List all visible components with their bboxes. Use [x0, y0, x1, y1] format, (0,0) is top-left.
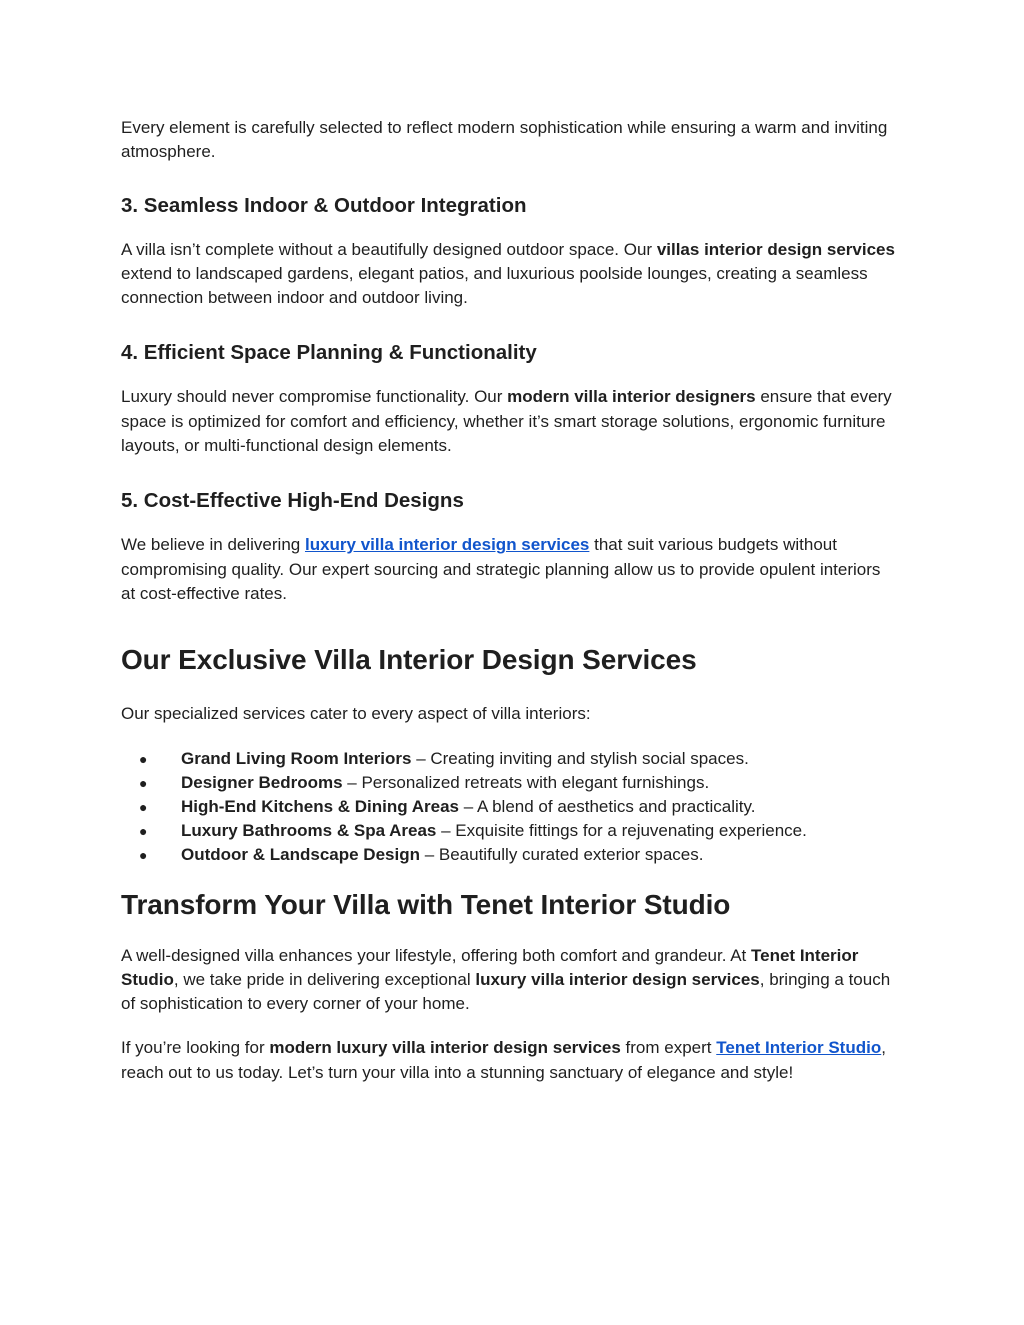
section-3-bold: villas interior design services: [656, 239, 895, 259]
tenet-studio-link[interactable]: Tenet Interior Studio: [716, 1038, 882, 1058]
intro-paragraph: Every element is carefully selected to reflect modern sophistication while ensuring a warm and inviting atmosphere.: [121, 118, 888, 162]
bullet-icon: ●: [139, 798, 148, 815]
transform-p1-text-b: , we take pride in delivering exceptional: [173, 969, 476, 989]
section-4-text-a: Luxury should never compromise functionality. Our: [121, 387, 508, 407]
transform-heading: Transform Your Villa with Tenet Interior Studio: [121, 888, 731, 920]
bullet-icon: ●: [139, 846, 148, 863]
list-item-title: Outdoor & Landscape Design: [181, 844, 420, 864]
bullet-icon: ●: [139, 750, 148, 767]
transform-p2-text-b: from expert: [620, 1038, 717, 1058]
list-item: [121, 843, 896, 867]
list-item-desc: – Beautifully curated exterior spaces.: [419, 844, 704, 864]
section-5-text-b: that suit various budgets without compromising quality. Our expert sourcing and strategic planning allow us to provide opulent interiors at cost-effective rates.: [121, 535, 881, 603]
section-4-bold: modern villa interior designers: [507, 387, 756, 407]
transform-p1-bold-studio: Tenet Interior Studio: [121, 945, 859, 989]
section-3-text-b: extend to landscaped gardens, elegant patios, and luxurious poolside lounges, creating a seamless connection between indoor and outdoor living.: [121, 263, 868, 308]
luxury-services-link[interactable]: luxury villa interior design services: [304, 535, 590, 555]
section-5-paragraph: [121, 533, 896, 606]
transform-p2-bold: modern luxury villa interior design services: [269, 1038, 621, 1058]
document-page: [121, 116, 896, 1085]
list-item: [121, 795, 896, 819]
services-heading: Our Exclusive Villa Interior Design Services: [121, 644, 697, 676]
transform-p1-text-a: A well-designed villa enhances your lifestyle, offering both comfort and grandeur. At: [121, 945, 752, 965]
transform-p1-text-c: , bringing a touch of sophistication to every corner of your home.: [121, 969, 891, 1014]
transform-p2-text-a: If you’re looking for: [121, 1038, 270, 1058]
section-4-heading: 4. Efficient Space Planning & Functionality: [121, 341, 537, 365]
list-item-desc: – A blend of aesthetics and practicality.: [459, 796, 756, 816]
section-3-heading: 3. Seamless Indoor & Outdoor Integration: [121, 193, 527, 217]
section-3-text-a: A villa isn’t complete without a beautifully designed outdoor space. Our: [121, 239, 657, 259]
bullet-icon: ●: [139, 822, 148, 839]
list-item-desc: – Personalized retreats with elegant furnishings.: [342, 772, 710, 792]
list-item-title: High-End Kitchens & Dining Areas: [181, 796, 460, 816]
section-5-heading: 5. Cost-Effective High-End Designs: [121, 489, 464, 513]
list-item: [121, 819, 896, 843]
transform-paragraph-2: [121, 1036, 896, 1085]
section-4-paragraph: [121, 385, 896, 458]
list-item: [121, 747, 896, 771]
section-4-text-b: ensure that every space is optimized for comfort and efficiency, whether it’s smart storage solutions, ergonomic furniture layouts, or multi-functional design elements.: [121, 387, 892, 456]
list-item-desc: – Exquisite fittings for a rejuvenating experience.: [436, 820, 807, 840]
list-item-title: Luxury Bathrooms & Spa Areas: [181, 820, 437, 840]
section-5-text-a: We believe in delivering: [121, 535, 305, 555]
services-list: [121, 747, 896, 867]
section-3-paragraph: [121, 238, 896, 311]
list-item: [121, 771, 896, 795]
list-item-desc: – Creating inviting and stylish social spaces.: [411, 748, 749, 768]
transform-p2-text-c: , reach out to us today. Let’s turn your villa into a stunning sanctuary of elegance and style!: [121, 1038, 886, 1082]
transform-paragraph-1: [121, 944, 896, 1017]
bullet-icon: ●: [139, 774, 148, 791]
list-item-title: Grand Living Room Interiors: [181, 748, 412, 768]
transform-p1-bold-services: luxury villa interior design services: [475, 969, 760, 989]
services-intro: Our specialized services cater to every aspect of villa interiors:: [121, 704, 591, 724]
list-item-title: Designer Bedrooms: [181, 772, 343, 792]
